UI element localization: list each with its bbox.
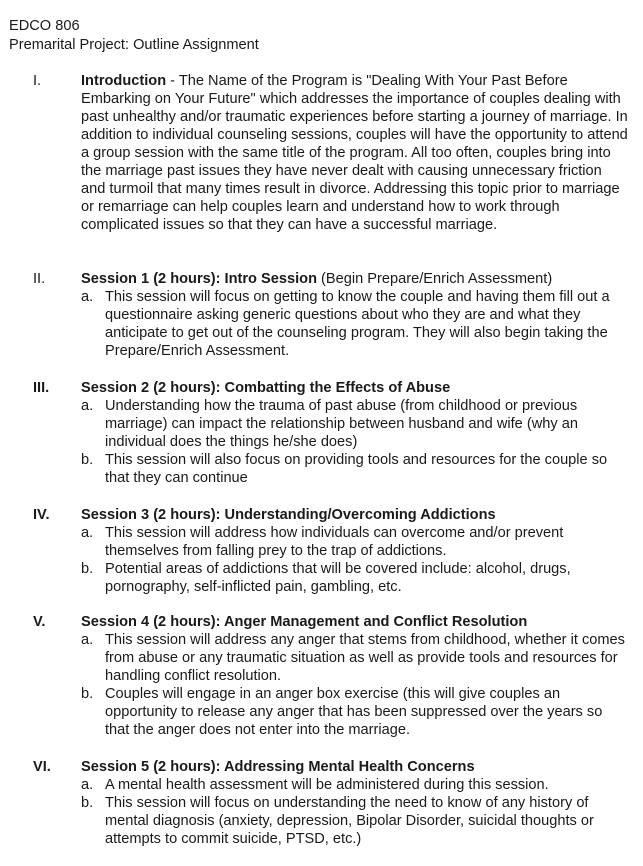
section-heading bbox=[81, 613, 629, 631]
list-item bbox=[81, 631, 629, 685]
section-heading bbox=[81, 506, 629, 524]
course-code: EDCO 806 bbox=[9, 18, 80, 34]
list-item bbox=[81, 685, 629, 739]
section-content bbox=[81, 506, 629, 596]
item-text: This session will address any anger that stems from childhood, whether it comes from abuse or any traumatic situation as well as provide tools and resources for handling conflict resolution. bbox=[105, 632, 625, 684]
list-item bbox=[81, 776, 629, 794]
section-title: Session 3 (2 hours): Understanding/Overcoming Addictions bbox=[81, 507, 496, 523]
section-body: - The Name of the Program is "Dealing With Your Past Before Embarking on Your Future" which addresses the importance of couples dealing with past unhealthy and/or traumatic experiences before starting a journey of marriage. In addition to individual counseling sessions, couples will have the opportunity to attend a group session with the same title of the program. All too often, couples bring into the marriage past issues they have never dealt with causing unnecessary friction and turmoil that many times result in divorce. Addressing this topic prior to marriage or remarriage can help couples learn and understand how to work through complicated issues so that they can have a successful marriage. bbox=[81, 73, 628, 233]
outline-section-4 bbox=[0, 506, 629, 596]
document-header bbox=[9, 17, 259, 55]
section-title: Session 4 (2 hours): Anger Management and Conflict Resolution bbox=[81, 614, 528, 630]
outline-section-1 bbox=[0, 72, 629, 234]
item-letter: a. bbox=[81, 398, 94, 414]
section-numeral: I. bbox=[33, 73, 42, 89]
section-numeral: VI. bbox=[33, 759, 51, 775]
section-heading bbox=[81, 379, 629, 397]
section-title: Session 1 (2 hours): Intro Session bbox=[81, 271, 317, 287]
outline-section-3 bbox=[0, 379, 629, 487]
section-title: Session 5 (2 hours): Addressing Mental Health Concerns bbox=[81, 759, 475, 775]
section-content bbox=[81, 758, 629, 848]
item-letter: a. bbox=[81, 777, 94, 793]
section-numeral: III. bbox=[33, 380, 50, 396]
section-numeral: V. bbox=[33, 614, 46, 630]
section-heading bbox=[81, 758, 629, 776]
list-item bbox=[81, 288, 629, 360]
item-letter: b. bbox=[81, 561, 94, 577]
item-text: Understanding how the trauma of past abuse (from childhood or previous marriage) can impact the relationship between husband and wife (why an individual does the things he/she does) bbox=[105, 398, 578, 450]
list-item bbox=[81, 451, 629, 487]
item-text: This session will address how individuals can overcome and/or prevent themselves from falling prey to the trap of addictions. bbox=[105, 525, 564, 559]
section-title: Introduction bbox=[81, 73, 167, 89]
item-letter: b. bbox=[81, 452, 94, 468]
item-letter: a. bbox=[81, 632, 94, 648]
item-letter: a. bbox=[81, 525, 94, 541]
list-item bbox=[81, 794, 629, 848]
section-content bbox=[81, 613, 629, 739]
section-numeral: II. bbox=[33, 271, 46, 287]
item-text: This session will also focus on providing tools and resources for the couple so that they can continue bbox=[105, 452, 608, 486]
item-letter: a. bbox=[81, 289, 94, 305]
outline-section-2 bbox=[0, 270, 629, 360]
list-item bbox=[81, 560, 629, 596]
item-letter: b. bbox=[81, 686, 94, 702]
section-heading bbox=[81, 270, 629, 288]
section-content bbox=[81, 270, 629, 360]
item-text: This session will focus on getting to know the couple and having them fill out a questionnaire asking generic questions about who they are and what they anticipate to get out of the counseling program. They will also begin taking the Prepare/Enrich Assessment. bbox=[105, 289, 610, 359]
item-text: A mental health assessment will be administered during this session. bbox=[105, 777, 549, 793]
section-title-note: (Begin Prepare/Enrich Assessment) bbox=[316, 271, 553, 287]
list-item bbox=[81, 397, 629, 451]
list-item bbox=[81, 524, 629, 560]
section-numeral: IV. bbox=[33, 507, 50, 523]
item-letter: b. bbox=[81, 795, 94, 811]
item-text: Couples will engage in an anger box exercise (this will give couples an opportunity to release any anger that has been suppressed over the years so that the anger does not enter into the marriage. bbox=[105, 686, 603, 738]
outline-section-6 bbox=[0, 758, 629, 848]
item-text: This session will focus on understanding the need to know of any history of mental diagnosis (anxiety, depression, Bipolar Disorder, suicidal thoughts or attempts to commit suicide, PTSD, etc.) bbox=[105, 795, 594, 847]
section-content bbox=[81, 72, 629, 234]
section-title: Session 2 (2 hours): Combatting the Effects of Abuse bbox=[81, 380, 451, 396]
document-subtitle: Premarital Project: Outline Assignment bbox=[9, 37, 259, 53]
section-content bbox=[81, 379, 629, 487]
item-text: Potential areas of addictions that will be covered include: alcohol, drugs, pornography, self-inflicted pain, gambling, etc. bbox=[105, 561, 571, 595]
outline-section-5 bbox=[0, 613, 629, 739]
